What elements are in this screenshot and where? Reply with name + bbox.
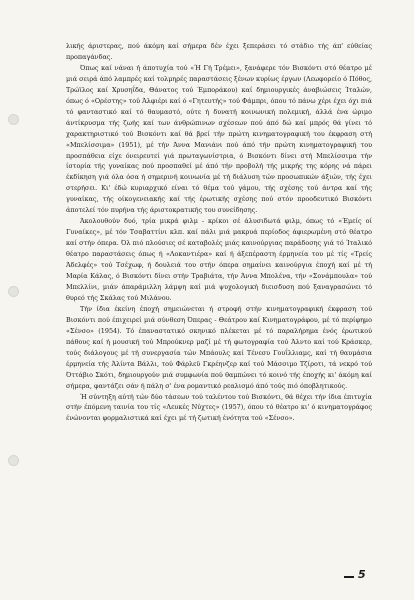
footer-dash	[344, 576, 354, 578]
paragraph: Ή σύντηξη αύτή τών δύο τάσεων τού ταλέντου τού Βισκόντι, θά θέχει τήν ίδια έπιτυχία στήν έπόμενη ταινία του τίς «Λευκές Νύχτες» (1957), όπου τό θέατρο κι' ό κινηματογράφος ένώνονται φορμαλιστικά καί έχει μέ τή ζωτική ένότητα τού «Σένσο».	[66, 392, 372, 423]
paragraph: Τήν ίδια έκείνη έποχή σημειώνεται ή στροφή στήν κινηματογραφική έκφραση τού Βισκόντι πού έπιχειρεί μιά σύνθεση Όπερας - Θεάτρου καί Κινηματογράφου, μέ τό περίφημο «Σένσο» (1954). Τό έπαναστατικό σκηνικό πλέκεται μέ τό παραλήρημα ένός έρωτικού πάθους καί ή μουσική τού Μπρούκνερ μαζί μέ τή φωτογραφία τού Άλντο καί τού Κράσκερ, τούς διάλογους μέ τή συνεργασία τών Μπάουλς καί Τένεσυ Γουΐλλιαμς, καί τή θαυμάσια έρμηνεία τής Άλίντα Βάλλι, τού Φάρλεϋ Γκρέηνζερ καί τού Μάσσιμο Τζίροτι, τά νεκρό τού Όττάβιο Σκότι, δημιουργούν μιά συμφωνία πού θαμπώνει τό κοινό τής έποχής κι' άκόμη καί σήμερα, φαντάζει σάν ή πάλη σ' ένα ρομαντικό ρεαλισμό άπό τούς πιό όποβλητικούς.	[66, 304, 372, 390]
paragraph: Άκολουθούν δυό, τρία μικρά φιλμ - κρίκοι σέ άλυσιδωτά φιλμ, όπως τό «Έμείς οί Γυναίκες», μέ τόν Τσαβαττίνι κλπ. καί πάλι μιά μακρυά περίοδος άφιερωμένη στό θέατρο καί στήν όπερα. Όλ πιό πλούσιες σέ καταβολές μιάς καινούργιας παράδοσης γιά τό Ίταλικό θέατρο παραστάσεις όπως ή «Λοκαντιέρα» καί ή άξεπέραστη έρμηνεία του μέ τίς «Τρείς Άδελφές» τού Τσέχωφ, ή δουλειά του στήν όπερα σημαίνει καινούργια έποχή καί μέ τή Μαρία Κάλας, ό Βισκόντι δίνει στήν Τραβιάτα, τήν Άννα Μπολένα, τήν «Σονάμπουλα» τού Μπελλίνι, μιάν άπαράμιλλη λάμψη καί μιά ψυχολογική διεισδυση πού ξαναγρασώνει τό θυρεό τής Σκάλας τού Μιλάνου.	[66, 217, 372, 302]
page-number: 5	[358, 568, 366, 581]
paragraph: Όπως καί νάναι ή άποτυχία τού «Ή Γή Τρέμει», ξανάφερε τόν Βισκόντι στό θέατρο μέ μιά σειρά άπό λαμπρές καί τολμηρές παραστάσεις ξένων κυρίως έργων (Λεωφορείο ό Πόθος, Τρώϊλος καί Χρυσηΐδα, Θάνατος τού Έμποράκου) καί δημιουργικές άναβιώσεις Ίταλών, όπως ό «Ορέστης» τού Άλφιέρι καί ό «Γητευτής» τού Φάμπρι, όπου τό πάνω χέρι έχει όχι πιά τό φανταστικό καί τό θαυμαστό, ούτε ή δυνατή κοινωνική πολεμική, άλλά ένα ώριμο άντίκρυσμα τής ζωής καί των άνθρώπινων σχέσεων πού άπό δώ καί μπρός θά γίνει τό χαρακτηριστικό τού Βισκόντι καί θά βρεί τήν πρώτη κινηματογραφική του έκφραση στή «Μπελίσσιμα» (1951), μέ τήν Άννα Μανιάνι πού άπό τήν πρώτη κινηματογραφική του προσπάθεια είχε όνειρευτεί γιά πρωταγωνίστρια, ό Βισκόντι δίνει στή Μπελίσσιμα τήν ίστορία τής γυναίκας πού προσπαθεί μέ άπό τήν προβολή τής μικρής της κόρης νά πάρει έκδίκηση γιά όλα όσα ή σημερινή κοινωνία μέ τή διάλυση τών προσωπικών άξιών, τής έχει στερήσει. Κι' έδώ κυριαρχικό είναι τό θέμα τού γάμου, τής σχέσης τού άντρα καί τής γυναίκας, τής οίκογενειακής καί τής έρωτικής σχέσης πού στόν προοδευτικό Βισκόντι άποτελεί τόν πυρήνα τής άριστοκρατικής του συνείδησης.	[66, 63, 372, 215]
body-text	[66, 41, 372, 424]
punch-hole	[8, 114, 19, 125]
paragraph: λικής άριστερας, πού άκόμη καί σήμερα δέν έχει ξεπεράσει τό στάδιο τής άπ' εύθείας προπαγάνδας.	[66, 42, 372, 61]
page-footer	[342, 568, 372, 581]
punch-hole	[8, 286, 19, 297]
punch-hole	[8, 455, 19, 466]
